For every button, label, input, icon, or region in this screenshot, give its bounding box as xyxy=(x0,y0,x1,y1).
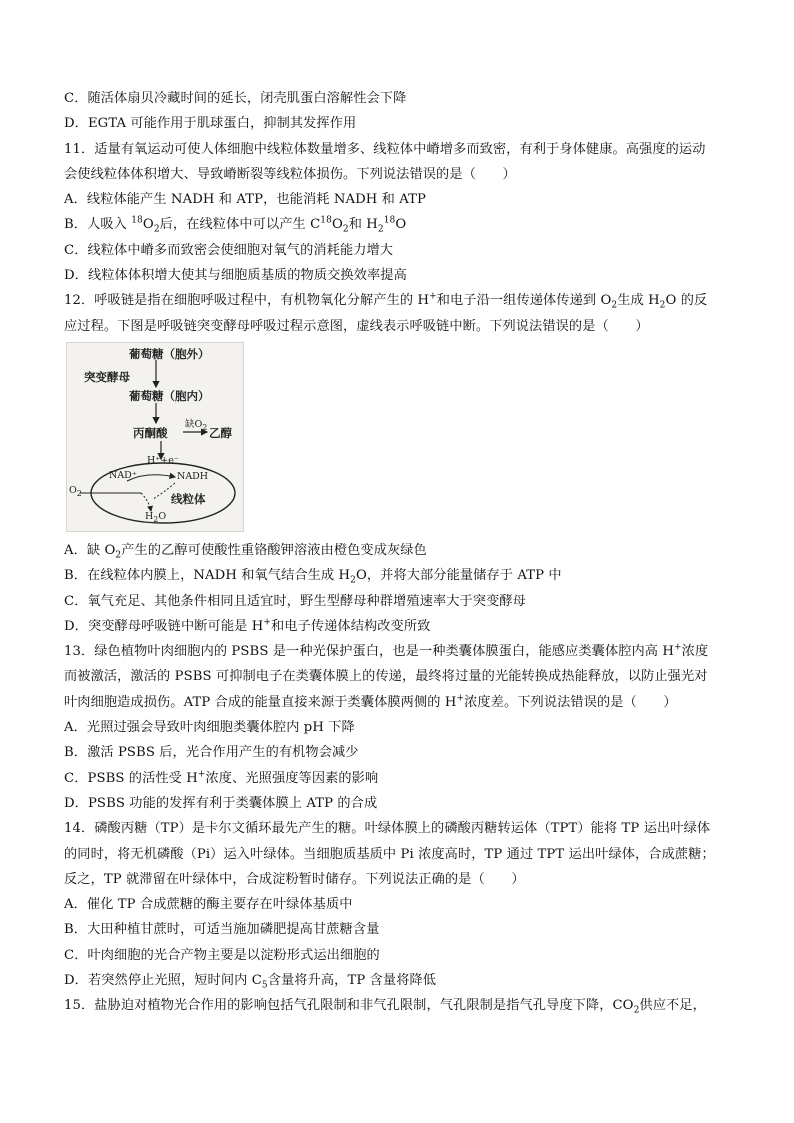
q13-stem-line3: 叶肉细胞造成损伤。ATP 合成的能量直接来源于类囊体膜两侧的 H+浓度差。下列说法错误的是（ ） xyxy=(64,693,677,710)
q14-option-a: A．催化 TP 合成蔗糖的酶主要存在叶绿体基质中 xyxy=(64,897,353,913)
exam-page xyxy=(64,86,740,1019)
q12-option-a: A．缺 $O_2$产生的乙醇可使酸性重铬酸钾溶液由橙色变成灰绿色 xyxy=(64,542,427,561)
q14-stem-line3: 反之，TP 就滞留在叶绿体中，合成淀粉暂时储存。下列说法正确的是（ ） xyxy=(64,871,525,887)
q14-stem-line2: 的同时，将无机磷酸（Pi）运入叶绿体。当细胞质基质中 Pi 浓度高时，TP 通过 TPT 运出叶绿体，合成蔗糖； xyxy=(64,846,715,862)
q11-option-a: A．线粒体能产生 NADH 和 ATP，也能消耗 NADH 和 ATP xyxy=(64,192,427,208)
label-mitochondrion: 线粒体 xyxy=(171,491,206,506)
q13-option-d: D．PSBS 功能的发挥有利于类囊体膜上 ATP 的合成 xyxy=(64,795,378,811)
label-h-electron: H⁺+e⁻ xyxy=(147,454,179,466)
q13-option-b: B．激活 PSBS 后，光合作用产生的有机物会减少 xyxy=(64,745,359,761)
label-water: $H_2O$ xyxy=(145,510,167,524)
label-o2: $O_2$ xyxy=(69,484,82,498)
label-glucose-inside: 葡萄糖（胞内） xyxy=(129,388,210,403)
q14-option-d: D．若突然停止光照，短时间内 $C_5$含量将升高，TP 含量将降低 xyxy=(64,973,437,991)
q14-stem-line1: 14．磷酸丙糖（TP）是卡尔文循环最先产生的糖。叶绿体膜上的磷酸丙糖转运体（TPT）能将 TP 运出叶绿体 xyxy=(64,821,711,837)
q12-option-c: C．氧气充足、其他条件相同且适宜时，野生型酵母种群增殖速率大于突变酵母 xyxy=(64,593,526,609)
dashed-to-water xyxy=(141,493,151,511)
q11-stem-line1: 11．适量有氧运动可使人体细胞中线粒体数量增多、线粒体中嵴增多而致密，有利于身体健康。高强度的运动 xyxy=(64,141,706,157)
q12-stem-line2: 应过程。下图是呼吸链突变酵母呼吸过程示意图，虚线表示呼吸链中断。下列说法错误的是（ ） xyxy=(64,318,649,334)
q11-stem-line2: 会使线粒体体积增大、导致嵴断裂等线粒体损伤。下列说法错误的是（ ） xyxy=(64,166,516,182)
label-nadh: NADH xyxy=(177,470,209,482)
label-nad: NAD⁺ xyxy=(109,469,137,481)
q11-option-c: C．线粒体中嵴多而致密会使细胞对氧气的消耗能力增大 xyxy=(64,242,394,258)
q13-stem-line1: 13．绿色植物叶肉细胞内的 PSBS 是一种光保护蛋白，也是一种类囊体膜蛋白，能感应类囊体腔内高 H+浓度 xyxy=(64,642,709,660)
label-glucose-outside: 葡萄糖（胞外） xyxy=(129,346,210,361)
q10-option-c: C．随活体扇贝冷藏时间的延长，闭壳肌蛋白溶解性会下降 xyxy=(64,91,407,106)
label-pyruvate: 丙酮酸 xyxy=(133,425,168,440)
q12-option-b: B．在线粒体内膜上，NADH 和氧气结合生成 $H_2O$，并将大部分能量储存于 ATP 中 xyxy=(64,568,562,586)
q14-option-b: B．大田种植甘蔗时，可适当施加磷肥提高甘蔗糖含量 xyxy=(64,922,380,938)
q10-option-d: D．EGTA 可能作用于肌球蛋白，抑制其发挥作用 xyxy=(64,116,357,132)
q13-option-c: C．PSBS 的活性受 H+浓度、光照强度等因素的影响 xyxy=(64,769,379,786)
respiration-diagram xyxy=(66,342,244,532)
q11-option-d: D．线粒体体积增大使其与细胞质基质的物质交换效率提高 xyxy=(64,268,407,284)
label-lack-o2: 缺$O_2$ xyxy=(185,418,208,432)
label-mutant-yeast: 突变酵母 xyxy=(84,369,130,384)
q12-stem-line1: 12．呼吸链是指在细胞呼吸过程中，有机物氧化分解产生的 H+和电子沿一组传递体传递到 $O_2$生成 $H_2O$ 的反 xyxy=(64,291,708,312)
q12-option-d: D．突变酵母呼吸链中断可能是 H+和电子传递体结构改变所致 xyxy=(64,617,431,634)
q13-option-a: A．光照过强会导致叶肉细胞类囊体腔内 pH 下降 xyxy=(64,720,355,736)
q11-option-b: B．人吸入 $^{18}O_2$后，在线粒体中可以产生 $C^{18}O_2$和 $H_2^{18}O$ xyxy=(64,216,407,236)
q14-option-c: C．叶肉细胞的光合产物主要是以淀粉形式运出细胞的 xyxy=(64,947,380,963)
q15-stem-line1: 15．盐胁迫对植物光合作用的影响包括气孔限制和非气孔限制，气孔限制是指气孔导度下降，$CO_2$供应不足， xyxy=(64,998,706,1016)
q13-stem-line2: 而被激活，激活的 PSBS 可抑制电子在类囊体膜上的传递，最终将过量的光能转换成热能释放，以防止强光对 xyxy=(64,669,708,685)
label-ethanol: 乙醇 xyxy=(209,425,232,440)
